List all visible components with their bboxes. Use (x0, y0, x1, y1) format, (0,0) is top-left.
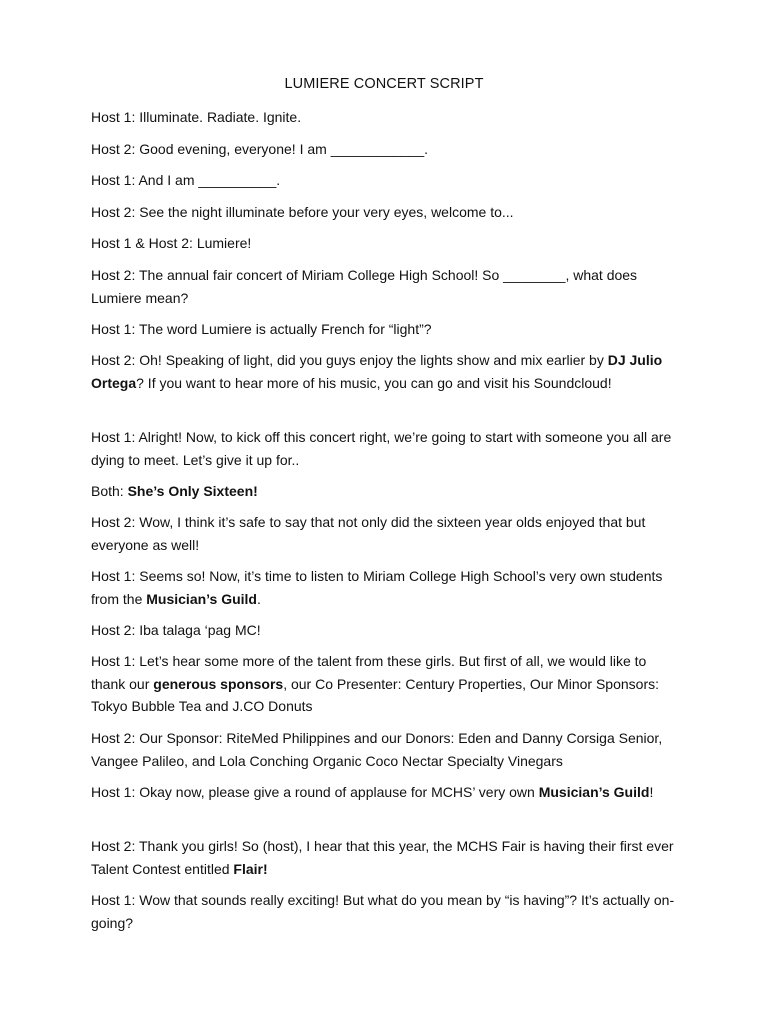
text-run: Host 1: Let’s hear some more of the talent from these girls. But first of all, we would like to thank our (91, 653, 647, 692)
text-run: Host 1: The word Lumiere is actually French for “light”? (91, 321, 432, 337)
script-line (91, 318, 681, 341)
text-run: Host 2: Good evening, everyone! I am ____________. (91, 141, 429, 157)
text-run: Host 2: Thank you girls! So (host), I hear that this year, the MCHS Fair is having their first ever Talent Contest entitled (91, 838, 674, 877)
script-line (91, 619, 681, 642)
script-line (91, 264, 681, 309)
text-run: Host 2: Wow, I think it’s safe to say that not only did the sixteen year olds enjoyed that but everyone as well! (91, 514, 646, 553)
script-line (91, 565, 681, 610)
text-run: Host 2: Iba talaga ‘pag MC! (91, 622, 261, 638)
script-line (91, 232, 681, 255)
script-line (91, 889, 681, 934)
text-run: Both: (91, 483, 128, 499)
text-run: . (256, 590, 261, 607)
script-line (91, 727, 681, 772)
text-run: Host 1: Wow that sounds really exciting! But what do you mean by “is having”? It’s actually on-going? (91, 892, 675, 931)
text-run: Host 2: Oh! Speaking of light, did you guys enjoy the lights show and mix earlier by (91, 352, 608, 368)
text-run: Host 1: Alright! Now, to kick off this concert right, we’re going to start with someone you all are dying to meet. Let’s give it up for.. (91, 429, 672, 468)
text-run: Host 1: And I am __________. (91, 172, 281, 188)
text-run: , our Co Presenter: Century Properties, Our Minor Sponsors: Tokyo Bubble Tea and J.CO Donuts (91, 675, 660, 714)
script-line (91, 169, 681, 192)
script-line (91, 781, 681, 804)
text-run: Host 2: See the night illuminate before your very eyes, welcome to... (91, 204, 514, 220)
text-run: Host 1: Illuminate. Radiate. Ignite. (91, 109, 302, 125)
bold-text: Flair! (233, 860, 268, 877)
script-line (91, 480, 681, 503)
text-run: ! (649, 784, 654, 800)
script-line (91, 835, 681, 880)
text-run: ? If you want to hear more of his music, you can go and visit his Soundcloud! (136, 374, 612, 391)
text-run: Host 2: Our Sponsor: RiteMed Philippines and our Donors: Eden and Danny Corsiga Senior, Vangee Palileo, and Lola Conching Organic Coco Nectar Specialty Vinegars (91, 730, 663, 769)
bold-text: DJ Julio Ortega (91, 352, 663, 391)
text-run: Host 1: Okay now, please give a round of applause for MCHS’ very own (91, 784, 539, 800)
script-line (91, 201, 681, 224)
text-run: Host 1 & Host 2: Lumiere! (91, 235, 252, 251)
bold-text: Musician’s Guild (146, 590, 257, 607)
script-line (91, 349, 681, 394)
script-line (91, 426, 681, 471)
script-line (91, 138, 681, 161)
bold-text: She’s Only Sixteen! (127, 483, 258, 499)
script-line (91, 511, 681, 556)
bold-text: generous sponsors (153, 675, 284, 692)
script-line (91, 650, 681, 718)
text-run: Host 2: The annual fair concert of Miriam College High School! So ________, what does Lumiere mean? (91, 267, 638, 306)
page-title: LUMIERE CONCERT SCRIPT (284, 76, 484, 92)
text-run: Host 1: Seems so! Now, it’s time to listen to Miriam College High School’s very own students from the (91, 568, 663, 607)
bold-text: Musician’s Guild (538, 784, 650, 800)
script-line (91, 106, 681, 129)
